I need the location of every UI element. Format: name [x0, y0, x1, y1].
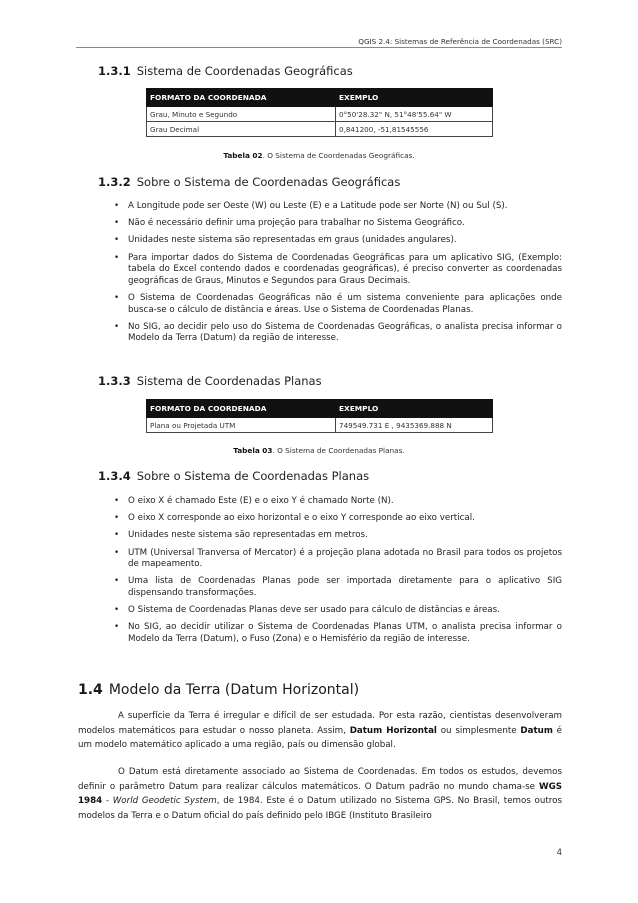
- table-header-cell: EXEMPLO: [336, 400, 493, 418]
- body-paragraph: O Datum está diretamente associado ao Sistema de Coordenadas. Em todos os estudos, devemos definir o parâmetro Datum para realizar cálculos matemáticos. O Datum padrão no mundo chama-se WGS 1984 - World Geodetic System, de 1984. Este é o Datum utilizado no Sistema GPS. No Brasil, temos outros modelos da Terra e o Datum oficial do país definido pelo IBGE (Instituto Brasileiro: [78, 767, 562, 821]
- table-row: [147, 122, 493, 137]
- list-item: • Para importar dados do Sistema de Coordenadas Geográficas para um aplicativo SIG, (Exemplo: tabela do Excel contendo dados e coordenadas geográficas), é preciso converter as coordenadas geográficas de Graus, Minutos e Segundos para Graus Decimais.: [114, 252, 562, 286]
- table-header-cell: FORMATO DA COORDENADA: [147, 400, 336, 418]
- bullet-list: [114, 496, 562, 651]
- table-cell: 0,841200, -51,81545556: [336, 122, 493, 137]
- section-number: 1.3.4: [98, 469, 131, 483]
- section-heading-1-3-3: [98, 374, 322, 388]
- list-item: • O eixo X corresponde ao eixo horizontal e o eixo Y corresponde ao eixo vertical.: [114, 513, 475, 524]
- table-caption: [0, 151, 638, 160]
- list-item: • Unidades neste sistema são representadas em graus (unidades angulares).: [114, 235, 457, 246]
- caption-text: . O Sistema de Coordenadas Geográficas.: [262, 151, 415, 160]
- section-heading-1-3-2: [98, 175, 400, 189]
- section-title: Modelo da Terra (Datum Horizontal): [108, 682, 360, 698]
- caption-text: . O Sistema de Coordenadas Planas.: [272, 446, 405, 455]
- section-heading-1-3-4: [98, 469, 369, 483]
- table-row: [147, 107, 493, 122]
- page-number: 4: [556, 848, 562, 858]
- coordinate-table-planar: [146, 399, 493, 433]
- section-number: 1.3.3: [98, 374, 131, 388]
- bullet-list: [114, 201, 562, 351]
- section-number: 1.4: [78, 682, 103, 698]
- table-header-row: [147, 400, 493, 418]
- table-caption: [0, 446, 638, 455]
- section-title: Sistema de Coordenadas Geográficas: [136, 64, 353, 78]
- list-item: • Uma lista de Coordenadas Planas pode ser importada diretamente para o aplicativo SIG dispensando transformações.: [114, 576, 562, 598]
- list-item: • O Sistema de Coordenadas Geográficas não é um sistema conveniente para aplicações onde busca-se o cálculo de distância e áreas. Use o Sistema de Coordenadas Planas.: [114, 292, 562, 315]
- list-item: • Unidades neste sistema são representadas em metros.: [114, 530, 368, 541]
- list-item: • UTM (Universal Tranversa of Mercator) é a projeção plana adotada no Brasil para todos os projetos de mapeamento.: [114, 547, 562, 570]
- section-title: Sistema de Coordenadas Planas: [136, 374, 322, 388]
- list-item: • No SIG, ao decidir pelo uso do Sistema de Coordenadas Geográficas, o analista precisa informar o Modelo da Terra (Datum) da região de interesse.: [114, 321, 562, 344]
- section-heading-1-4: [78, 682, 359, 698]
- table-cell: Grau, Minuto e Segundo: [147, 107, 336, 122]
- table-row: [147, 418, 493, 433]
- caption-label: Tabela 03: [233, 446, 273, 455]
- caption-label: Tabela 02: [223, 151, 263, 160]
- coordinate-table-geographic: [146, 88, 493, 137]
- table-cell: 0°50'28.32" N, 51°48'55.64" W: [336, 107, 493, 122]
- section-title: Sobre o Sistema de Coordenadas Planas: [136, 469, 370, 483]
- list-item: • No SIG, ao decidir utilizar o Sistema de Coordenadas Planas UTM, o analista precisa informar o Modelo da Terra (Datum), o Fuso (Zona) e o Hemisfério da região de interesse.: [114, 622, 562, 644]
- running-header: QGIS 2.4: Sistemas de Referência de Coordenadas (SRC): [358, 37, 562, 46]
- table-header-cell: EXEMPLO: [336, 89, 493, 107]
- table-cell: Grau Decimal: [147, 122, 336, 137]
- section-heading-1-3-1: [98, 64, 353, 78]
- section-number: 1.3.1: [98, 64, 131, 78]
- section-title: Sobre o Sistema de Coordenadas Geográficas: [136, 175, 401, 189]
- table-header-cell: FORMATO DA COORDENADA: [147, 89, 336, 107]
- header-divider: [76, 47, 562, 48]
- table-header-row: [147, 89, 493, 107]
- list-item: • O Sistema de Coordenadas Planas deve ser usado para cálculo de distâncias e áreas.: [114, 605, 500, 616]
- list-item: • Não é necessário definir uma projeção para trabalhar no Sistema Geográfico.: [114, 218, 465, 229]
- body-paragraph: A superfície da Terra é irregular e difícil de ser estudada. Por esta razão, cientistas desenvolveram modelos matemáticos para estudar o nosso planeta. Assim, Datum Horizontal ou simplesmente Datum é um modelo matemático aplicado a uma região, país ou dimensão global.: [78, 711, 563, 751]
- section-number: 1.3.2: [98, 175, 131, 189]
- table-cell: Plana ou Projetada UTM: [147, 418, 336, 433]
- list-item: • A Longitude pode ser Oeste (W) ou Leste (E) e a Latitude pode ser Norte (N) ou Sul (S).: [114, 201, 508, 211]
- list-item: • O eixo X é chamado Este (E) e o eixo Y é chamado Norte (N).: [114, 496, 394, 506]
- table-cell: 749549.731 E , 9435369.888 N: [336, 418, 493, 433]
